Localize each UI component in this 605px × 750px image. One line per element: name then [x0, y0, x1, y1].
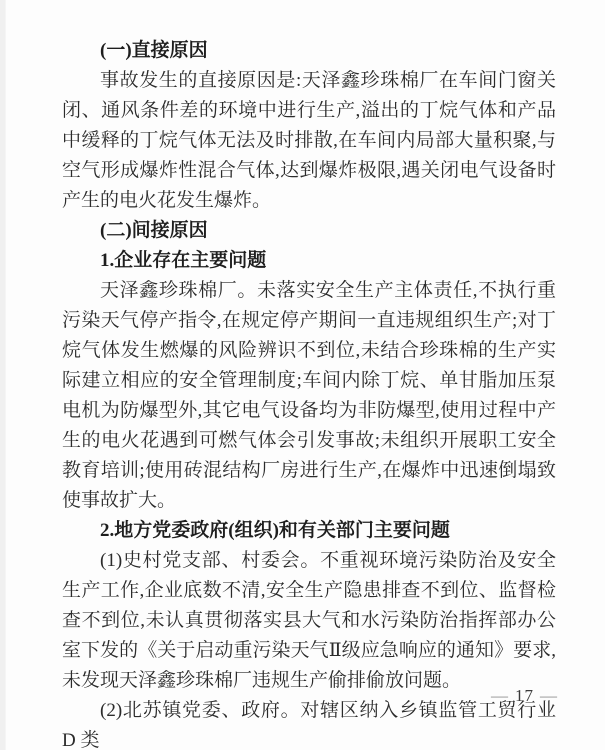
heading-direct-cause: (一)直接原因: [100, 40, 208, 61]
document-content: [62, 36, 556, 750]
subheading-enterprise-problems: 1.企业存在主要问题: [100, 250, 267, 271]
subheading-local-government-problems: 2.地方党委政府(组织)和有关部门主要问题: [100, 520, 450, 541]
paragraph-direct-cause: 事故发生的直接原因是:天泽鑫珍珠棉厂在车间门窗关闭、通风条件差的环境中进行生产,溢出的丁烷气体和产品中缓释的丁烷气体无法及时排散,在车间内局部大量积聚,与空气形成爆炸性混合气体,达到爆炸极限,遇关闭电气设备时产生的电火花发生爆炸。: [62, 70, 556, 211]
paragraph-village-committee: (1)史村党支部、村委会。不重视环境污染防治及安全生产工作,企业底数不清,安全生产隐患排查不到位、监督检查不到位,未认真贯彻落实县大气和水污染防治指挥部办公室下发的《关于启动重污染天气Ⅱ级应急响应的通知》要求,未发现天泽鑫珍珠棉厂违规生产偷排偷放问题。: [62, 550, 556, 691]
page-number-dash-right: —: [540, 686, 558, 705]
page-number: [491, 686, 558, 706]
page-number-dash-left: —: [491, 686, 509, 705]
page-number-value: 17: [515, 686, 534, 705]
scan-left-edge: [0, 0, 6, 750]
paragraph-beisu-town: (2)北苏镇党委、政府。对辖区纳入乡镇监管工贸行业 D 类: [62, 700, 556, 750]
paragraph-enterprise-problems: 天泽鑫珍珠棉厂。未落实安全生产主体责任,不执行重污染天气停产指令,在规定停产期间一直违规组织生产;对丁烷气体发生燃爆的风险辨识不到位,未结合珍珠棉的生产实际建立相应的安全管理制度;车间内除丁烷、单甘脂加压泵电机为防爆型外,其它电气设备均为非防爆型,使用过程中产生的电火花遇到可燃气体会引发事故;未组织开展职工安全教育培训;使用砖混结构厂房进行生产,在爆炸中迅速倒塌致使事故扩大。: [62, 280, 556, 511]
heading-indirect-cause: (二)间接原因: [100, 220, 208, 241]
